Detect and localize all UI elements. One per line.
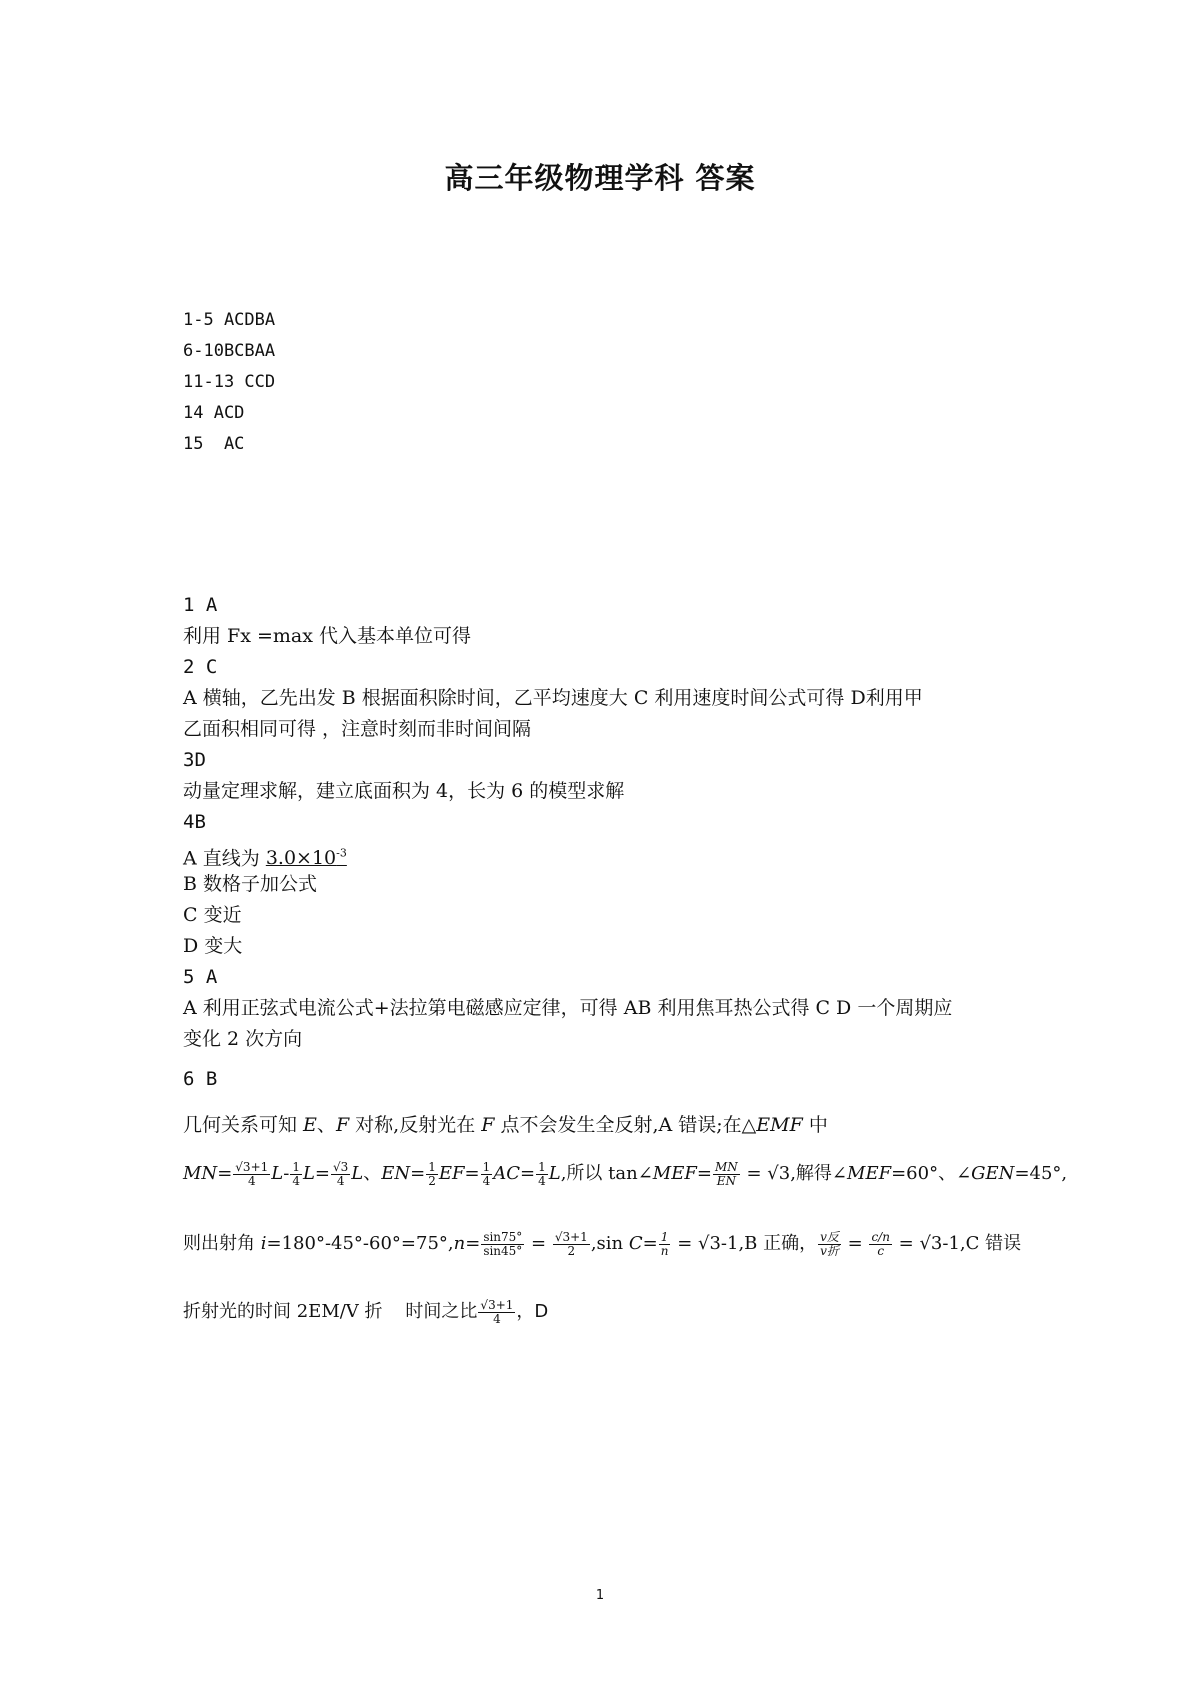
fraction-denominator: 2 xyxy=(567,1243,576,1258)
summary-line: 14 ACD xyxy=(183,403,245,423)
q4-a-value xyxy=(266,847,347,869)
q6-text: 、 xyxy=(316,1114,336,1136)
q6-fraction xyxy=(713,1161,740,1188)
q6-fraction xyxy=(478,1299,515,1326)
fraction-denominator: v折 xyxy=(820,1243,839,1258)
fraction-numerator: √3+1 xyxy=(554,1229,588,1244)
q6-var: EMF xyxy=(756,1114,803,1136)
q6-fraction xyxy=(331,1161,350,1188)
q1-head: 1 A xyxy=(183,594,218,616)
q6-head: 6 B xyxy=(183,1068,218,1090)
q6-text: = √3-1,C 错误 xyxy=(892,1233,1022,1254)
q6-line2 xyxy=(183,1158,1067,1189)
fraction-numerator: MN xyxy=(714,1159,738,1174)
q6-line1 xyxy=(183,1110,828,1141)
q6-line4 xyxy=(183,1296,548,1327)
q4-head: 4B xyxy=(183,811,206,833)
q6-text: = √3-1,B 正确， xyxy=(671,1233,818,1254)
q4-option-b: B 数格子加公式 xyxy=(183,873,318,895)
q6-var: L xyxy=(351,1163,364,1184)
fraction-denominator: EN xyxy=(716,1173,736,1188)
q6-text: = xyxy=(841,1233,869,1254)
q6-text: = xyxy=(410,1163,426,1184)
q6-var: MEF xyxy=(847,1163,892,1184)
q6-text: =180°-45°-60°=75°, xyxy=(266,1233,454,1254)
q6-text: 中 xyxy=(802,1114,828,1136)
q1-body: 利用 Fx =max 代入基本单位可得 xyxy=(183,625,471,647)
q3-head: 3D xyxy=(183,749,206,771)
q4-a-mantissa: 3.0×10 xyxy=(265,847,337,870)
q6-text: =60°、∠ xyxy=(891,1163,972,1184)
summary-line: 6-10BCBAA xyxy=(183,341,276,361)
q6-fraction xyxy=(553,1231,590,1258)
q6-var: F xyxy=(335,1114,350,1136)
q2-body-line2: 乙面积相同可得 ，注意时刻而非时间间隔 xyxy=(183,718,532,740)
q6-var: EF xyxy=(438,1163,465,1184)
q6-text: = xyxy=(520,1163,536,1184)
fraction-denominator: 2 xyxy=(428,1173,436,1188)
fraction-denominator: 4 xyxy=(482,1173,491,1188)
summary-line: 1-5 ACDBA xyxy=(183,310,276,330)
q6-fraction xyxy=(233,1161,270,1188)
fraction-denominator: sin45° xyxy=(483,1243,523,1258)
q6-fraction xyxy=(869,1231,892,1258)
fraction-numerator: √3 xyxy=(333,1159,349,1174)
fraction-numerator: 1 xyxy=(292,1159,300,1174)
q3-body: 动量定理求解，建立底面积为 4，长为 6 的模型求解 xyxy=(183,780,625,802)
q6-text: ,所以 tan∠ xyxy=(560,1163,653,1184)
q6-text: 对称,反射光在 xyxy=(349,1114,482,1136)
q6-var: L xyxy=(302,1163,315,1184)
q6-line3 xyxy=(183,1228,1021,1259)
q6-fraction xyxy=(536,1161,548,1188)
q6-var: MN xyxy=(183,1163,218,1184)
q6-text: = √3,解得∠ xyxy=(740,1163,848,1184)
page-number: 1 xyxy=(595,1588,605,1603)
answer-summary xyxy=(183,305,275,460)
fraction-numerator: v反 xyxy=(820,1229,839,1244)
page-title: 高三年级物理学科 答案 xyxy=(444,161,756,195)
q6-text: 点不会发生全反射,A 错误;在△ xyxy=(494,1114,757,1136)
q4-a-exponent: -3 xyxy=(336,847,347,860)
q6-text: ，D xyxy=(516,1301,549,1322)
fraction-numerator: 1 xyxy=(482,1159,491,1174)
fraction-denominator: 4 xyxy=(336,1173,345,1188)
q6-var: F xyxy=(481,1114,495,1136)
q6-text: = xyxy=(217,1163,233,1184)
q6-var: AC xyxy=(493,1163,521,1184)
fraction-numerator: c/n xyxy=(871,1229,890,1244)
q6-text: = xyxy=(465,1233,481,1254)
q2-head: 2 C xyxy=(183,656,218,678)
q6-text: 、 xyxy=(363,1163,382,1184)
fraction-denominator: 4 xyxy=(493,1311,501,1326)
q6-var: i xyxy=(260,1233,267,1254)
fraction-numerator: √3+1 xyxy=(235,1159,269,1174)
q6-text: - xyxy=(283,1163,290,1184)
q6-text: 折射光的时间 2EM/V 折 时间之比 xyxy=(183,1301,478,1322)
q6-var: L xyxy=(548,1163,561,1184)
fraction-numerator: 1 xyxy=(428,1159,436,1174)
fraction-denominator: 4 xyxy=(538,1173,546,1188)
q6-fraction xyxy=(426,1161,438,1188)
q4-option-d: D 变大 xyxy=(183,935,243,957)
q6-var: E xyxy=(303,1114,317,1136)
q6-var: n xyxy=(453,1233,466,1254)
q6-var: EN xyxy=(381,1163,411,1184)
q6-text: = xyxy=(525,1233,552,1254)
q6-text: = xyxy=(464,1163,480,1184)
q6-var: C xyxy=(628,1233,643,1254)
q6-fraction xyxy=(481,1231,524,1258)
q6-fraction xyxy=(659,1231,671,1258)
fraction-numerator: sin75° xyxy=(483,1229,523,1244)
q6-fraction xyxy=(818,1231,841,1258)
fraction-denominator: 4 xyxy=(247,1173,256,1188)
q6-fraction xyxy=(290,1161,302,1188)
fraction-numerator: 1 xyxy=(659,1231,671,1245)
q4-a-prefix: A 直线为 xyxy=(183,847,266,870)
q6-text: =45°, xyxy=(1014,1163,1068,1184)
q6-var: GEN xyxy=(971,1163,1015,1184)
summary-line: 11-13 CCD xyxy=(183,372,276,392)
fraction-denominator: n xyxy=(660,1243,669,1258)
q2-body-line1: A 横轴，乙先出发 B 根据面积除时间，乙平均速度大 C 利用速度时间公式可得 D利用甲 xyxy=(183,687,923,709)
fraction-denominator: 4 xyxy=(292,1173,300,1188)
q5-head: 5 A xyxy=(183,966,218,988)
summary-line: 15 AC xyxy=(183,434,245,454)
fraction-numerator: 1 xyxy=(538,1159,546,1174)
fraction-denominator: c xyxy=(877,1243,885,1258)
fraction-numerator: √3+1 xyxy=(480,1297,514,1312)
q6-var: L xyxy=(271,1163,284,1184)
q6-text: 几何关系可知 xyxy=(183,1114,304,1136)
q6-text: 则出射角 xyxy=(183,1233,261,1254)
q6-var: MEF xyxy=(652,1163,697,1184)
q6-fraction xyxy=(481,1161,493,1188)
q6-text: = xyxy=(696,1163,712,1184)
q6-text: = xyxy=(642,1233,658,1254)
q4-option-c: C 变近 xyxy=(183,904,242,926)
q6-text: = xyxy=(314,1163,330,1184)
q6-text: ,sin xyxy=(590,1233,629,1254)
q5-body-line1: A 利用正弦式电流公式+法拉第电磁感应定律，可得 AB 利用焦耳热公式得 C D 一个周期应 xyxy=(183,997,953,1019)
q5-body-line2: 变化 2 次方向 xyxy=(183,1028,303,1050)
